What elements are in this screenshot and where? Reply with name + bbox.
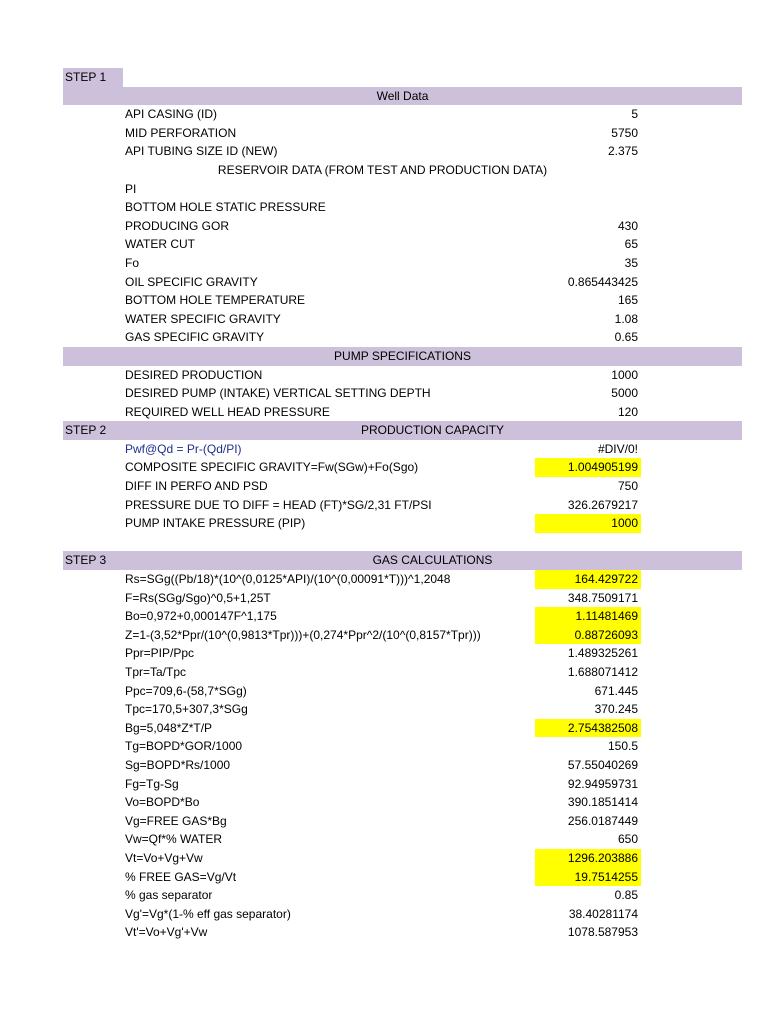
- data-row: [0, 458, 768, 477]
- row-value[interactable]: 1078.587953: [567, 925, 638, 940]
- row-label: PRODUCING GOR: [125, 218, 230, 233]
- row-label: Tpr=Ta/Tpc: [125, 665, 187, 679]
- data-row: [0, 198, 768, 217]
- section-header-title: PUMP SPECIFICATIONS: [63, 347, 742, 366]
- row-label: Sg=BOPD*Rs/1000: [125, 757, 231, 772]
- row-value[interactable]: 1000: [611, 367, 638, 382]
- row-label: % FREE GAS=Vg/Vt: [125, 869, 237, 884]
- row-value[interactable]: 750: [617, 479, 638, 494]
- data-row: [0, 124, 768, 143]
- row-value[interactable]: [535, 180, 641, 199]
- row-label: API CASING (ID): [125, 107, 218, 122]
- section-header-production-capacity: [0, 421, 768, 440]
- data-row: [0, 700, 768, 719]
- row-label: API TUBING SIZE ID (NEW): [125, 144, 278, 159]
- data-row: [0, 273, 768, 292]
- row-label: DESIRED PRODUCTION: [125, 367, 263, 382]
- row-label: WATER SPECIFIC GRAVITY: [125, 311, 281, 326]
- row-value[interactable]: 326.2679217: [567, 497, 638, 512]
- subsection-header: [0, 161, 768, 180]
- row-value[interactable]: 164.429722: [535, 570, 641, 589]
- row-value[interactable]: 1.688071412: [567, 665, 638, 679]
- row-value[interactable]: 5750: [611, 125, 638, 140]
- row-label: BOTTOM HOLE STATIC PRESSURE: [125, 200, 326, 215]
- row-value[interactable]: 35: [624, 255, 638, 270]
- section-header-title: Well Data: [63, 87, 742, 106]
- section-header-title: PRODUCTION CAPACITY: [123, 421, 742, 440]
- row-value[interactable]: 5: [631, 107, 638, 122]
- row-value[interactable]: 92.94959731: [567, 776, 638, 791]
- data-row: [0, 663, 768, 682]
- data-row: [0, 235, 768, 254]
- row-value[interactable]: 1.11481469: [535, 607, 641, 626]
- row-value[interactable]: 5000: [611, 386, 638, 401]
- row-value[interactable]: #DIV/0!: [597, 441, 638, 456]
- row-value[interactable]: 1.004905199: [535, 458, 641, 477]
- data-row: [0, 812, 768, 831]
- section-header-gas-calculations: [0, 551, 768, 570]
- row-label: Vw=Qf*% WATER: [125, 832, 223, 847]
- blank-row: [0, 533, 768, 552]
- data-row: [0, 496, 768, 515]
- row-value[interactable]: 430: [617, 218, 638, 233]
- data-row: [0, 756, 768, 775]
- row-label: PUMP INTAKE PRESSURE (PIP): [125, 516, 306, 531]
- data-row: [0, 644, 768, 663]
- step-label: STEP 2: [63, 421, 123, 440]
- row-value[interactable]: [535, 198, 641, 217]
- row-value[interactable]: 390.1851414: [567, 795, 638, 810]
- data-row: [0, 254, 768, 273]
- step-label: STEP 1: [63, 68, 123, 87]
- row-value[interactable]: 650: [617, 832, 638, 847]
- row-label: Vt'=Vo+Vg'+Vw: [125, 925, 208, 940]
- row-label: GAS SPECIFIC GRAVITY: [125, 330, 265, 345]
- data-row: [0, 310, 768, 329]
- data-row: [0, 142, 768, 161]
- data-row: [0, 886, 768, 905]
- row-value[interactable]: 0.85: [614, 888, 638, 903]
- data-row: [0, 589, 768, 608]
- data-row: [0, 477, 768, 496]
- row-value[interactable]: 1000: [535, 514, 641, 533]
- row-value[interactable]: 0.865443425: [567, 274, 638, 289]
- row-label: Ppr=PIP/Ppc: [125, 646, 195, 661]
- data-row: [0, 217, 768, 236]
- data-row: [0, 868, 768, 887]
- subsection-title: RESERVOIR DATA (FROM TEST AND PRODUCTION DATA): [217, 162, 548, 177]
- data-row: [0, 403, 768, 422]
- row-label: Tpc=170,5+307,3*SGg: [125, 702, 248, 717]
- step-row: [0, 68, 768, 87]
- data-row: [0, 737, 768, 756]
- row-label: PI: [125, 181, 137, 196]
- row-value[interactable]: 256.0187449: [567, 813, 638, 828]
- row-label: BOTTOM HOLE TEMPERATURE: [125, 293, 306, 308]
- row-value[interactable]: 38.40281174: [568, 906, 638, 921]
- row-value[interactable]: 0.88726093: [535, 626, 641, 645]
- row-value[interactable]: 150.5: [607, 739, 638, 754]
- row-label: MID PERFORATION: [125, 125, 237, 140]
- row-value[interactable]: 1296.203886: [535, 849, 641, 868]
- row-label: OIL SPECIFIC GRAVITY: [125, 274, 258, 289]
- data-row: [0, 570, 768, 589]
- step-label: STEP 3: [63, 551, 123, 570]
- row-value[interactable]: 2.375: [607, 144, 638, 159]
- row-label: Bo=0,972+0,000147F^1,175: [125, 609, 277, 624]
- data-row: [0, 682, 768, 701]
- data-row: [0, 775, 768, 794]
- row-value[interactable]: 671.445: [594, 683, 638, 698]
- row-value[interactable]: 19.7514255: [535, 868, 641, 887]
- row-label: Vt=Vo+Vg+Vw: [125, 850, 203, 865]
- section-header-pump-specifications: [0, 347, 768, 366]
- data-row: [0, 180, 768, 199]
- data-row: [0, 440, 768, 459]
- row-label: Vo=BOPD*Bo: [125, 795, 200, 810]
- section-header-well-data: [0, 87, 768, 106]
- spreadsheet: [0, 68, 768, 942]
- row-label: Z=1-(3,52*Ppr/(10^(0,9813*Tpr)))+(0,274*Ppr^2/(10^(0,8157*Tpr))): [125, 627, 481, 642]
- row-value[interactable]: 57.55040269: [567, 757, 638, 772]
- data-row: [0, 923, 768, 942]
- row-label: DIFF IN PERFO AND PSD: [125, 479, 268, 494]
- data-row: [0, 384, 768, 403]
- data-row: [0, 793, 768, 812]
- row-value[interactable]: 348.7509171: [567, 590, 638, 605]
- row-value[interactable]: 1.489325261: [567, 646, 638, 661]
- data-row: [0, 607, 768, 626]
- row-label: DESIRED PUMP (INTAKE) VERTICAL SETTING DEPTH: [125, 386, 431, 401]
- row-value[interactable]: 165: [617, 293, 638, 308]
- row-value[interactable]: 2.754382508: [535, 719, 641, 738]
- row-label: REQUIRED WELL HEAD PRESSURE: [125, 404, 330, 419]
- row-label: Tg=BOPD*GOR/1000: [125, 739, 243, 754]
- data-row: [0, 830, 768, 849]
- section-header-title: GAS CALCULATIONS: [123, 551, 742, 570]
- data-row: [0, 366, 768, 385]
- row-label: Fg=Tg-Sg: [125, 776, 179, 791]
- row-label: Ppc=709,6-(58,7*SGg): [125, 683, 247, 698]
- data-row: [0, 905, 768, 924]
- data-row: [0, 291, 768, 310]
- data-row: [0, 719, 768, 738]
- row-label: COMPOSITE SPECIFIC GRAVITY=Fw(SGw)+Fo(Sgo): [125, 460, 419, 475]
- data-row: [0, 514, 768, 533]
- row-value[interactable]: 1.08: [614, 311, 638, 326]
- row-label: Fo: [125, 255, 140, 270]
- row-value[interactable]: 65: [624, 237, 638, 252]
- row-value[interactable]: 370.245: [594, 702, 638, 717]
- row-value[interactable]: 0.65: [614, 330, 638, 345]
- row-label: % gas separator: [125, 888, 213, 903]
- data-row: [0, 328, 768, 347]
- data-row: [0, 105, 768, 124]
- row-label: Vg=FREE GAS*Bg: [125, 813, 227, 828]
- row-label: PRESSURE DUE TO DIFF = HEAD (FT)*SG/2,31 FT/PSI: [125, 497, 432, 512]
- row-label: WATER CUT: [125, 237, 195, 252]
- row-value[interactable]: 120: [617, 404, 638, 419]
- data-row: [0, 626, 768, 645]
- data-row: [0, 849, 768, 868]
- row-label: Rs=SGg((Pb/18)*(10^(0,0125*API)/(10^(0,00091*T)))^1,2048: [125, 572, 451, 587]
- row-label: Bg=5,048*Z*T/P: [125, 720, 213, 735]
- row-label: F=Rs(SGg/Sgo)^0,5+1,25T: [125, 590, 271, 605]
- row-label: Pwf@Qd = Pr-(Qd/PI): [125, 441, 242, 456]
- row-label: Vg'=Vg*(1-% eff gas separator): [125, 906, 291, 921]
